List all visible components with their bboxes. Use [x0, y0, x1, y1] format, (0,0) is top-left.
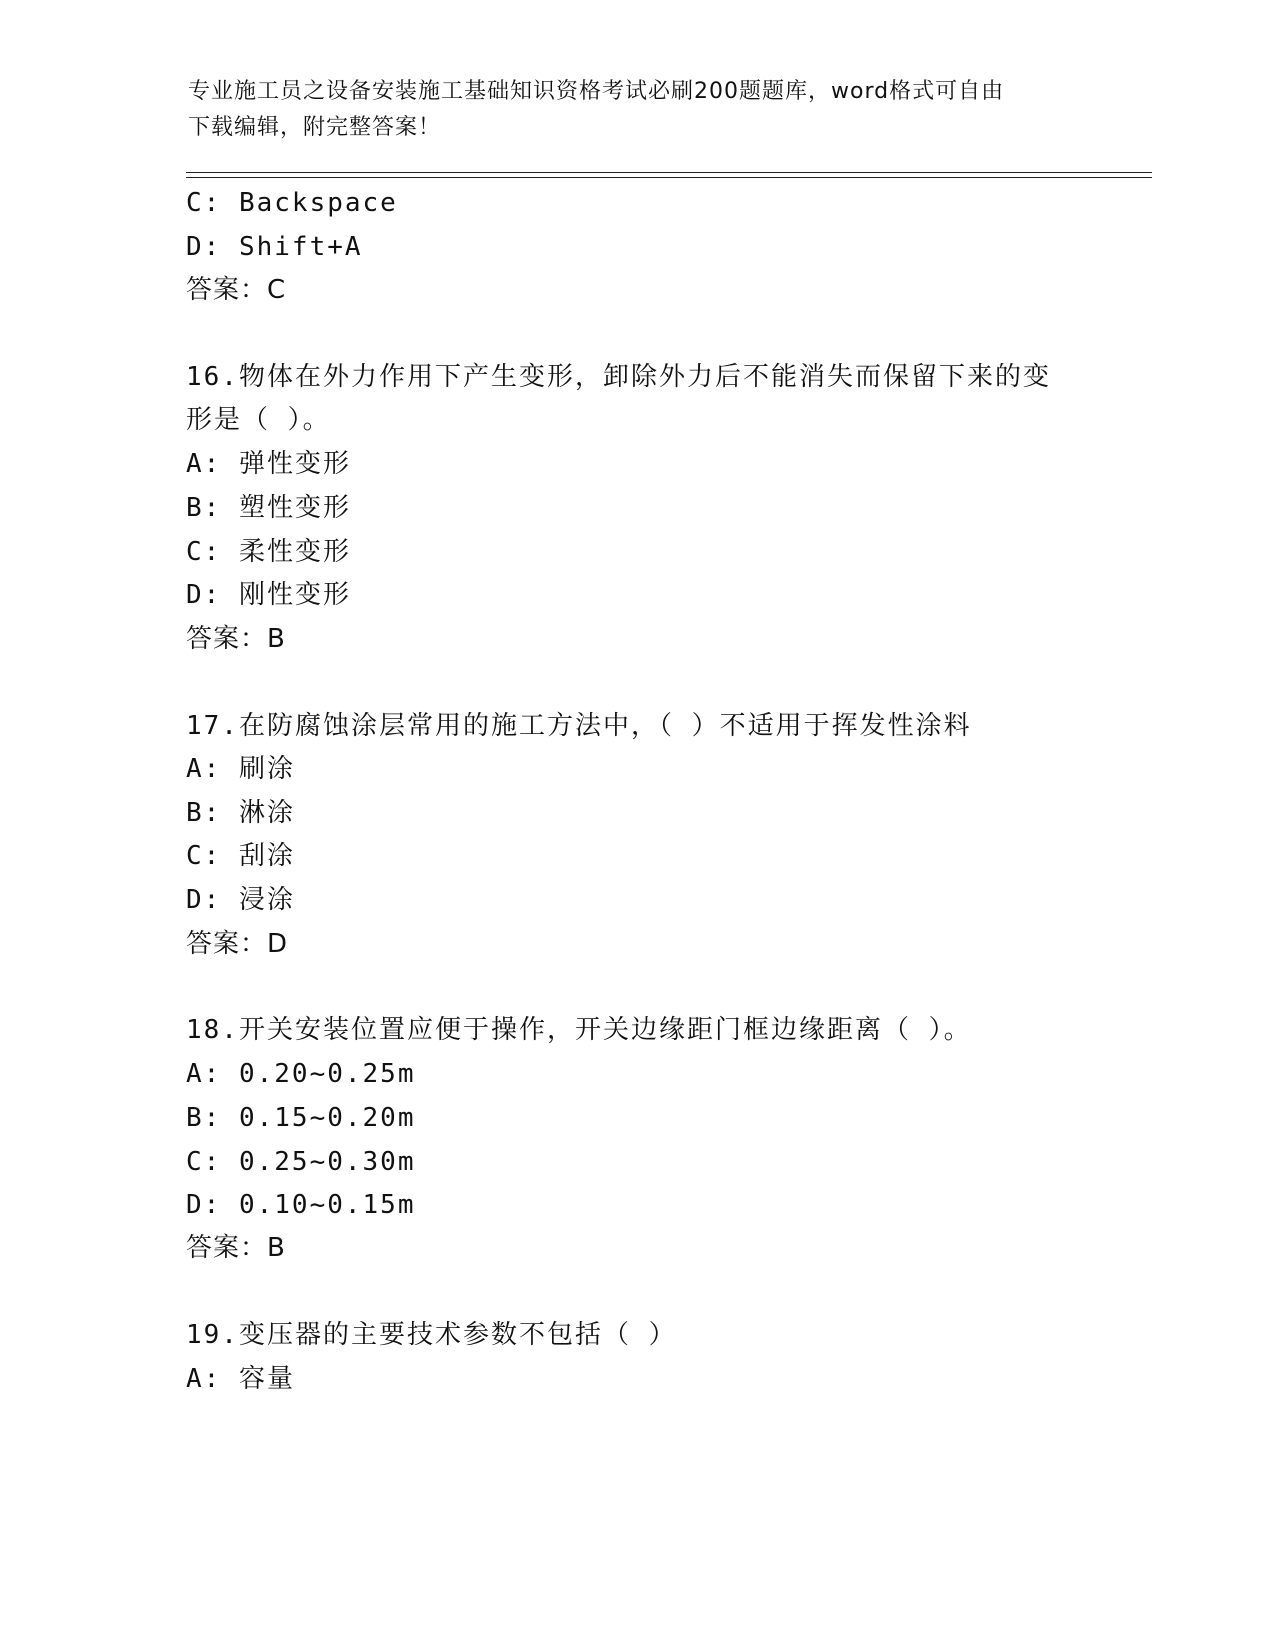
question-18-answer: 答案：B — [186, 1233, 286, 1263]
question-16-option-d: D: 刚性变形 — [186, 580, 351, 610]
question-17-option-a: A: 刷涂 — [186, 754, 295, 784]
header-title-line-1: 专业施工员之设备安装施工基础知识资格考试必刷200题题库，word格式可自由 — [188, 79, 1005, 104]
question-18-option-a: A: 0.20~0.25m — [186, 1059, 416, 1089]
option-c: C: Backspace — [186, 188, 398, 218]
question-17-answer: 答案：D — [186, 929, 289, 959]
question-16-option-b: B: 塑性变形 — [186, 493, 351, 523]
question-17-option-c: C: 刮涂 — [186, 841, 295, 871]
question-18-option-c: C: 0.25~0.30m — [186, 1147, 416, 1177]
question-17-option-d: D: 浸涂 — [186, 885, 295, 915]
header-rule-bottom — [186, 177, 1152, 178]
question-18-option-b: B: 0.15~0.20m — [186, 1103, 416, 1133]
question-18-option-d: D: 0.10~0.15m — [186, 1190, 416, 1220]
question-16-answer: 答案：B — [186, 624, 286, 654]
question-16-stem-line-2: 形是（ ）。 — [186, 405, 331, 435]
header-title-line-2: 下载编辑，附完整答案！ — [188, 115, 442, 140]
question-16-stem-line-1: 16.物体在外力作用下产生变形，卸除外力后不能消失而保留下来的变 — [186, 362, 1051, 392]
answer: 答案：C — [186, 275, 287, 305]
question-19-stem-line-1: 19.变压器的主要技术参数不包括（ ） — [186, 1320, 677, 1350]
question-16-option-a: A: 弹性变形 — [186, 449, 351, 479]
question-17-option-b: B: 淋涂 — [186, 798, 295, 828]
question-17-stem-line-1: 17.在防腐蚀涂层常用的施工方法中，（ ）不适用于挥发性涂料 — [186, 711, 972, 741]
question-18-stem-line-1: 18.开关安装位置应便于操作，开关边缘距门框边缘距离（ ）。 — [186, 1015, 972, 1045]
question-16-option-c: C: 柔性变形 — [186, 537, 351, 567]
document-header — [188, 74, 1068, 146]
header-rule-top — [186, 172, 1152, 173]
question-19-option-a: A: 容量 — [186, 1364, 295, 1394]
option-d: D: Shift+A — [186, 232, 363, 262]
